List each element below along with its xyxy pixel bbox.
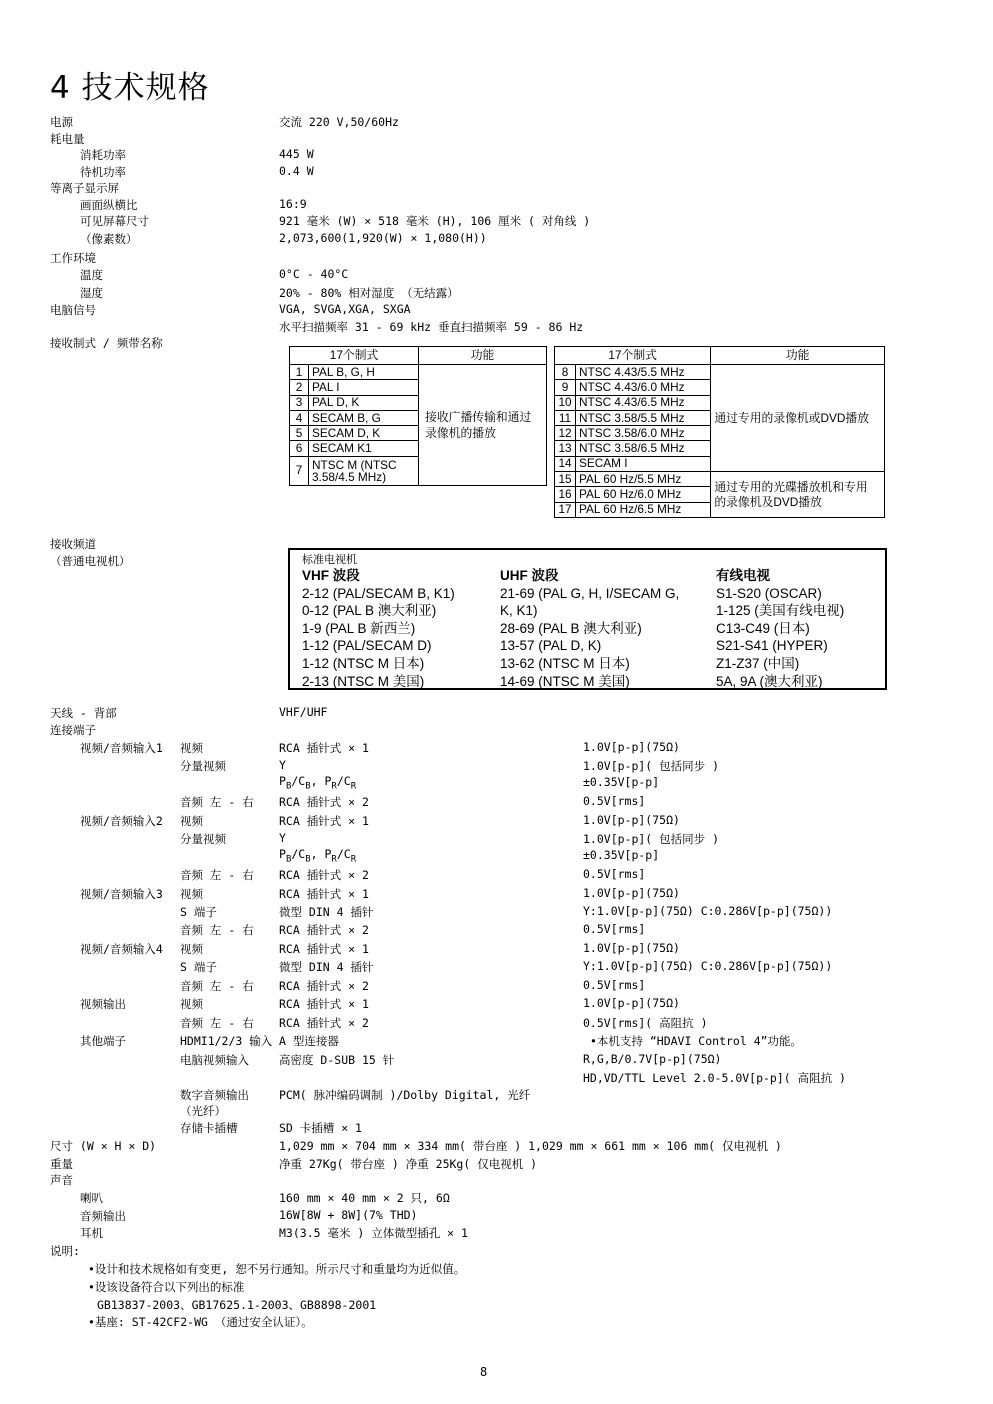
power-label: 电源	[50, 115, 73, 129]
antenna-value: VHF/UHF	[279, 705, 328, 719]
table-row: 7 NTSC M (NTSC 3.58/4.5 MHz)	[290, 456, 547, 485]
vhf-header: VHF 波段	[302, 568, 360, 583]
av3-label: 视频/音频输入3	[80, 887, 163, 901]
list-item: 1-12 (PAL/SECAM D)	[302, 638, 432, 654]
rated-value: 445 W	[279, 147, 314, 161]
connector-value: Y	[279, 758, 286, 772]
connector-value: Y	[279, 831, 286, 845]
headphone-value: M3(3.5 毫米 ) 立体微型插孔 × 1	[279, 1226, 468, 1240]
connector-value: RCA 插针式 × 2	[279, 795, 369, 809]
table-row: 5 SECAM D, K	[290, 426, 547, 441]
signal-value: 0.5V[rms]	[583, 867, 646, 881]
screen-label: 可见屏幕尺寸	[80, 214, 149, 228]
terminals-label: 连接端子	[50, 723, 96, 737]
table-row: 8 NTSC 4.43/5.5 MHz 通过专用的录像机或DVD播放	[555, 365, 885, 380]
audio-lr-label: 音频 左 - 右	[180, 868, 254, 882]
connector-value: RCA 插针式 × 1	[279, 887, 369, 901]
signal-value: R,G,B/0.7V[p-p](75Ω)	[583, 1052, 722, 1066]
signal-value: Y:1.0V[p-p](75Ω) C:0.286V[p-p](75Ω))	[583, 904, 833, 918]
connector-value: SD 卡插槽 × 1	[279, 1121, 362, 1135]
list-item: K, K1)	[500, 603, 538, 619]
weight-value: 净重 27Kg( 带台座 ) 净重 25Kg( 仅电视机 )	[279, 1157, 538, 1171]
aspect-value: 16:9	[279, 197, 307, 211]
note-item: •基座: ST-42CF2-WG （通过安全认证）。	[88, 1315, 313, 1329]
connector-value: A 型连接器	[279, 1034, 339, 1048]
note-item: •设该设备符合以下列出的标准	[88, 1280, 245, 1294]
av4-label: 视频/音频输入4	[80, 942, 163, 956]
temp-label: 温度	[80, 268, 103, 282]
video-label: 视频	[180, 887, 203, 901]
signal-value: 1.0V[p-p]( 包括同步 )	[583, 759, 720, 773]
table-row: 17 PAL 60 Hz/6.5 MHz	[555, 502, 885, 517]
table-row: 10 NTSC 4.43/6.5 MHz	[555, 395, 885, 410]
table-header: 功能	[419, 347, 547, 365]
video-label: 视频	[180, 814, 203, 828]
list-item: 13-62 (NTSC M 日本)	[500, 655, 630, 671]
pb-pr-value: $P_B/C_B$, $P_R/C_R$	[279, 847, 357, 865]
connector-value: RCA 插针式 × 1	[279, 741, 369, 755]
table-row: 15 PAL 60 Hz/5.5 MHz 通过专用的光碟播放机和专用 的录像机及DVD播放	[555, 472, 885, 487]
pc-in-label: 电脑视频输入	[180, 1053, 249, 1067]
hdmi-label: HDMI1/2/3 输入	[180, 1034, 273, 1048]
audio-out-value: 16W[8W + 8W](7% THD)	[279, 1208, 418, 1222]
signal-value: 1.0V[p-p](75Ω)	[583, 941, 680, 955]
card-slot-label: 存储卡插槽	[180, 1121, 238, 1135]
channel-sub-label: （普通电视机）	[50, 554, 131, 568]
list-item: 1-12 (NTSC M 日本)	[302, 655, 425, 671]
standby-label: 待机功率	[80, 165, 126, 179]
audio-lr-label: 音频 左 - 右	[180, 1016, 254, 1030]
function-text: 通过专用的光碟播放机和专用	[714, 479, 868, 494]
table-header: 17个制式	[290, 347, 419, 365]
panel-label: 等离子显示屏	[50, 181, 119, 195]
catv-header: 有线电视	[716, 568, 770, 583]
rated-label: 消耗功率	[80, 148, 126, 162]
signal-value: HD,VD/TTL Level 2.0-5.0V[p-p]( 高阻抗 )	[583, 1071, 846, 1085]
signal-value: 1.0V[p-p](75Ω)	[583, 996, 680, 1010]
list-item: 1-125 (美国有线电视)	[716, 603, 845, 619]
s-terminal-label: S 端子	[180, 960, 217, 974]
aspect-label: 画面纵横比	[80, 198, 138, 212]
connector-value: PCM( 脉冲编码调制 )/Dolby Digital, 光纤	[279, 1088, 531, 1102]
table-row: 9 NTSC 4.43/6.0 MHz	[555, 380, 885, 395]
connector-value: RCA 插针式 × 2	[279, 923, 369, 937]
video-label: 视频	[180, 741, 203, 755]
speaker-value: 160 mm × 40 mm × 2 只, 6Ω	[279, 1191, 450, 1205]
list-item: 2-13 (NTSC M 美国)	[302, 673, 425, 689]
video-out-label: 视频输出	[80, 997, 126, 1011]
list-item: 28-69 (PAL B 澳大利亚)	[500, 620, 642, 636]
dims-value: 1,029 mm × 704 mm × 334 mm( 带台座 ) 1,029 mm × 661 mm × 106 mm( 仅电视机 )	[279, 1139, 782, 1153]
pixels-value: 2,073,600(1,920(W) × 1,080(H))	[279, 231, 487, 245]
list-item: 0-12 (PAL B 澳大利亚)	[302, 603, 437, 619]
s-terminal-label: S 端子	[180, 905, 217, 919]
connector-value: 高密度 D-SUB 15 针	[279, 1053, 395, 1067]
signal-value: 0.5V[rms]	[583, 794, 646, 808]
connector-value: 微型 DIN 4 插针	[279, 960, 374, 974]
table-row: 13 NTSC 3.58/6.5 MHz	[555, 441, 885, 456]
table-row: 16 PAL 60 Hz/6.0 MHz	[555, 487, 885, 502]
list-item: S21-S41 (HYPER)	[716, 638, 828, 654]
channel-box	[288, 548, 887, 690]
function-text: 的录像机及DVD播放	[714, 494, 822, 509]
system-label: 接收制式 / 频带名称	[50, 336, 163, 350]
table-row: 14 SECAM I	[555, 456, 885, 471]
note-item: •设计和技术规格如有变更, 恕不另行通知。所示尺寸和重量均为近似值。	[88, 1262, 466, 1276]
pixels-label: （像素数）	[80, 232, 138, 246]
function-text: 通过专用的录像机或DVD播放	[711, 365, 885, 472]
signal-value: Y:1.0V[p-p](75Ω) C:0.286V[p-p](75Ω))	[583, 959, 833, 973]
antenna-label: 天线 - 背部	[50, 706, 117, 720]
channel-caption: 标准电视机	[302, 554, 357, 566]
list-item: 13-57 (PAL D, K)	[500, 638, 602, 654]
notes-label: 说明:	[50, 1244, 80, 1258]
signal-value: 0.5V[rms]	[583, 922, 646, 936]
pc-value-1: VGA, SVGA,XGA, SXGA	[279, 302, 411, 316]
temp-value: 0°C - 40°C	[279, 267, 349, 281]
sound-label: 声音	[50, 1173, 73, 1187]
list-item: Z1-Z37 (中国)	[716, 655, 800, 671]
humidity-label: 湿度	[80, 286, 103, 300]
headphone-label: 耳机	[80, 1226, 103, 1240]
connector-value: RCA 插针式 × 2	[279, 979, 369, 993]
component-label: 分量视频	[180, 832, 226, 846]
screen-value: 921 毫米 (W) × 518 毫米 (H), 106 厘米 ( 对角线 )	[279, 214, 591, 228]
other-terminals-label: 其他端子	[80, 1034, 126, 1048]
video-label: 视频	[180, 942, 203, 956]
connector-value: RCA 插针式 × 2	[279, 868, 369, 882]
optical-label: （光纤）	[180, 1104, 226, 1118]
digital-out-label: 数字音频输出	[180, 1088, 249, 1102]
hdavi-note: •本机支持 “HDAVI Control 4”功能。	[590, 1034, 803, 1048]
signal-value: ±0.35V[p-p]	[583, 775, 660, 789]
audio-lr-label: 音频 左 - 右	[180, 923, 254, 937]
table-row: 3 PAL D, K	[290, 395, 547, 410]
list-item: 14-69 (NTSC M 美国)	[500, 673, 630, 689]
env-label: 工作环境	[50, 251, 96, 265]
weight-label: 重量	[50, 1157, 73, 1171]
av2-label: 视频/音频输入2	[80, 814, 163, 828]
table-row: 4 SECAM B, G	[290, 410, 547, 425]
list-item: 21-69 (PAL G, H, I/SECAM G,	[500, 585, 680, 601]
connector-value: RCA 插针式 × 1	[279, 942, 369, 956]
audio-out-label: 音频输出	[80, 1209, 126, 1223]
audio-lr-label: 音频 左 - 右	[180, 979, 254, 993]
signal-value: 1.0V[p-p]( 包括同步 )	[583, 832, 720, 846]
list-item: 5A, 9A (澳大利亚)	[716, 673, 823, 689]
table-row: 11 NTSC 3.58/5.5 MHz	[555, 410, 885, 425]
page-title: 4 技术规格	[50, 70, 210, 106]
component-label: 分量视频	[180, 759, 226, 773]
function-text: 接收广播传输和通过	[425, 409, 532, 424]
list-item: S1-S20 (OSCAR)	[716, 585, 822, 601]
list-item: 2-12 (PAL/SECAM B, K1)	[302, 585, 455, 601]
table-row: 6 SECAM K1	[290, 441, 547, 456]
signal-value: 0.5V[rms]( 高阻抗 )	[583, 1016, 708, 1030]
consumption-label: 耗电量	[50, 132, 85, 146]
table-header: 功能	[711, 347, 885, 365]
signal-value: 0.5V[rms]	[583, 978, 646, 992]
function-text: 录像机的播放	[425, 425, 496, 440]
signal-value: 1.0V[p-p](75Ω)	[583, 886, 680, 900]
dims-label: 尺寸 (W × H × D)	[50, 1139, 157, 1153]
channel-label: 接收频道	[50, 537, 96, 551]
connector-value: 微型 DIN 4 插针	[279, 905, 374, 919]
connector-value: RCA 插针式 × 1	[279, 997, 369, 1011]
pc-value-2: 水平扫描频率 31 - 69 kHz 垂直扫描频率 59 - 86 Hz	[279, 320, 584, 334]
av1-label: 视频/音频输入1	[80, 741, 163, 755]
list-item: C13-C49 (日本)	[716, 620, 810, 636]
connector-value: RCA 插针式 × 1	[279, 814, 369, 828]
signal-value: 1.0V[p-p](75Ω)	[583, 740, 680, 754]
pc-label: 电脑信号	[50, 303, 96, 317]
video-label: 视频	[180, 997, 203, 1011]
standby-value: 0.4 W	[279, 164, 314, 178]
note-item: GB13837-2003、GB17625.1-2003、GB8898-2001	[97, 1298, 377, 1312]
list-item: 1-9 (PAL B 新西兰)	[302, 620, 416, 636]
table-row: 2 PAL I	[290, 380, 547, 395]
pb-pr-value: $P_B/C_B$, $P_R/C_R$	[279, 774, 357, 792]
page-number: 8	[480, 1365, 488, 1379]
table-row: 1 PAL B, G, H 接收广播传输和通过 录像机的播放	[290, 365, 547, 380]
speaker-label: 喇叭	[80, 1191, 103, 1205]
system-table-right	[554, 346, 885, 518]
power-value: 交流 220 V,50/60Hz	[279, 115, 399, 129]
table-header: 17个制式	[555, 347, 711, 365]
uhf-header: UHF 波段	[500, 568, 559, 583]
humidity-value: 20% - 80% 相对湿度 （无结露）	[279, 286, 459, 300]
connector-value: RCA 插针式 × 2	[279, 1016, 369, 1030]
signal-value: 1.0V[p-p](75Ω)	[583, 813, 680, 827]
signal-value: ±0.35V[p-p]	[583, 848, 660, 862]
system-table-left	[289, 346, 547, 486]
table-row: 12 NTSC 3.58/6.0 MHz	[555, 426, 885, 441]
audio-lr-label: 音频 左 - 右	[180, 795, 254, 809]
